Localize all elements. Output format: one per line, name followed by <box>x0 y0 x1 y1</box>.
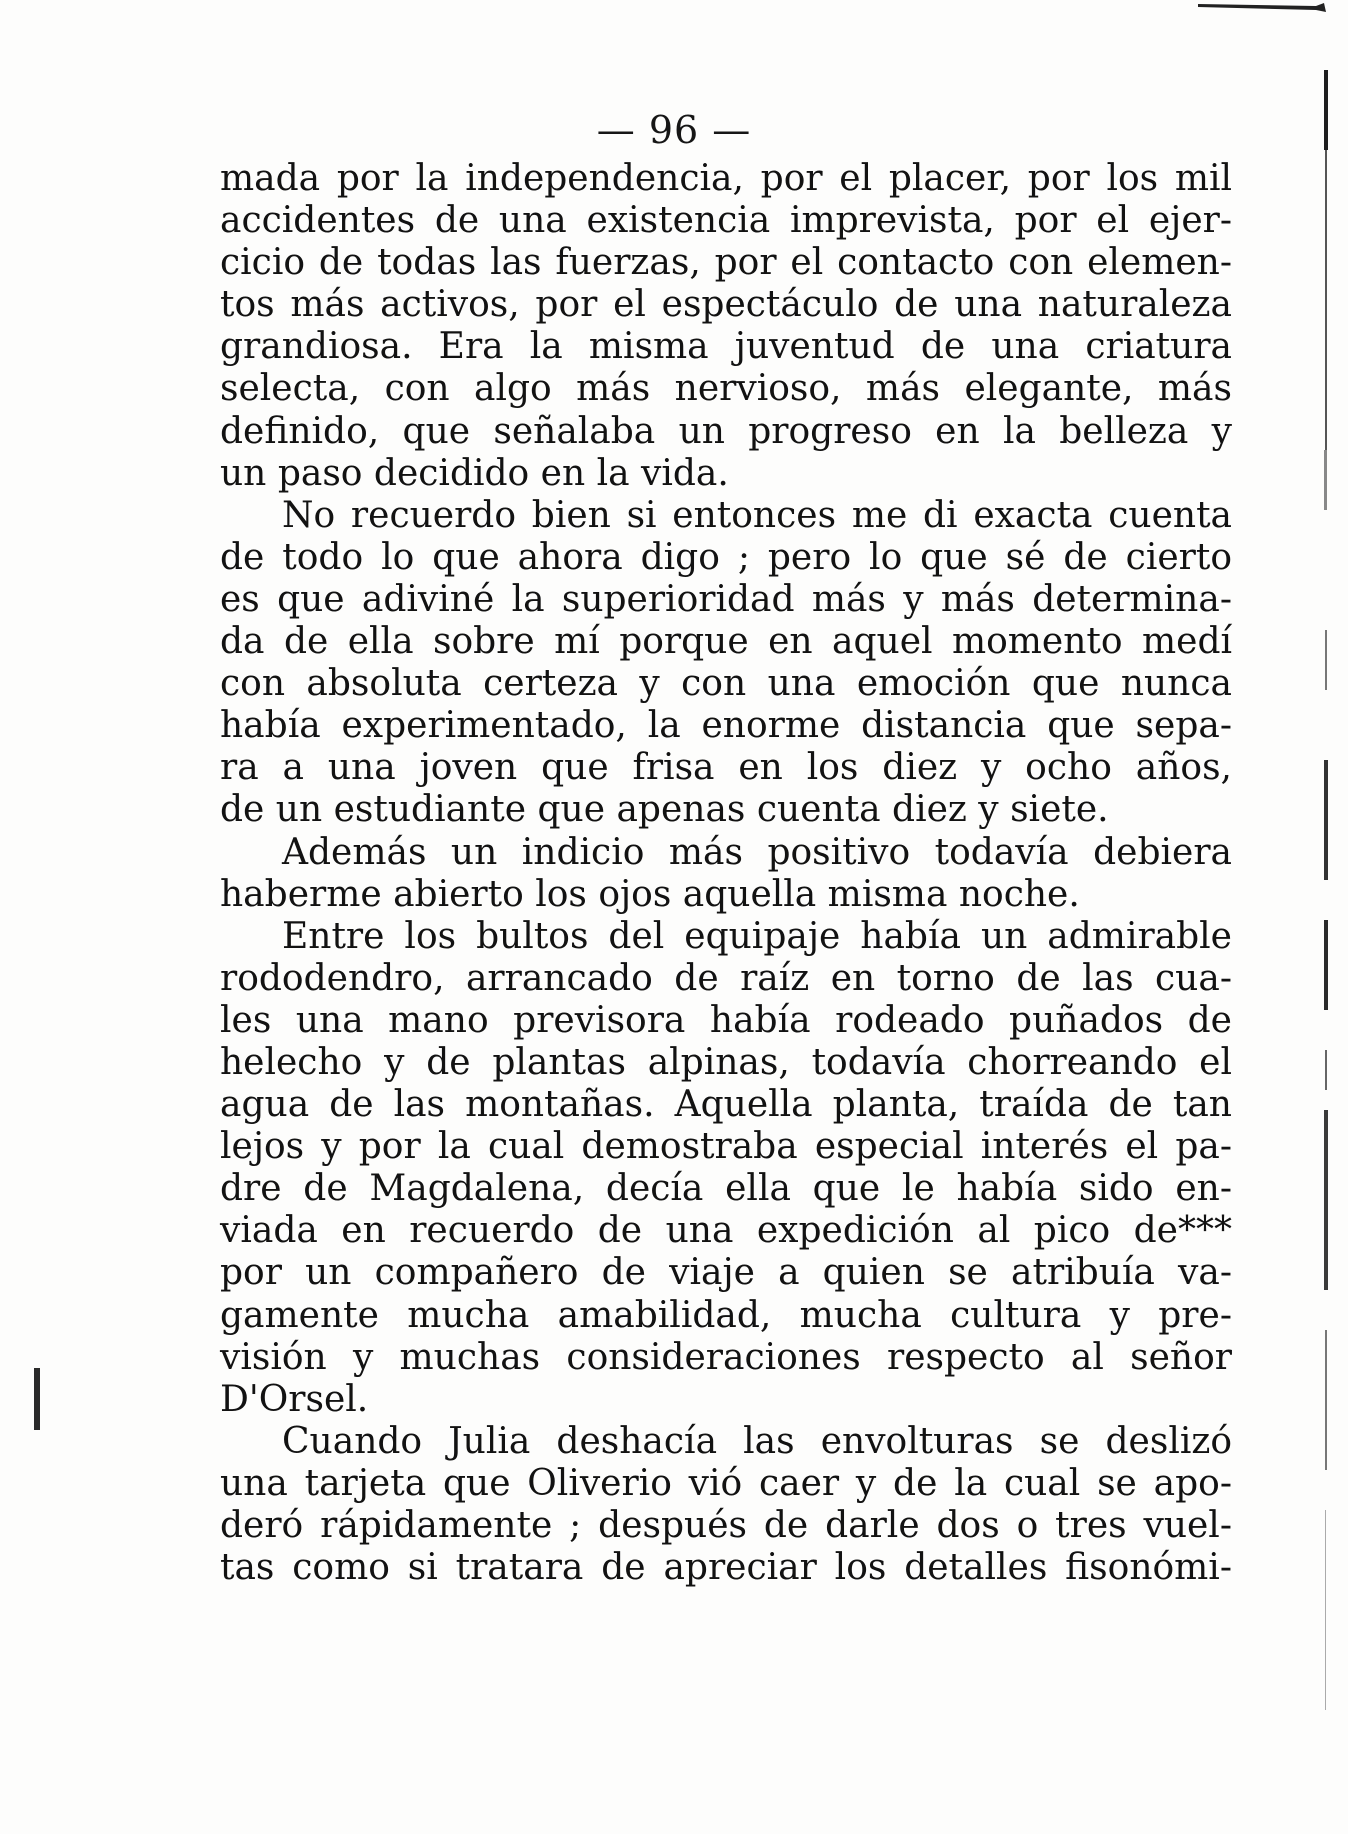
text-line: de un estudiante que apenas cuenta diez y siete. <box>220 789 1109 831</box>
text-line: selecta, con algo más nervioso, más elegante, más <box>220 368 1232 410</box>
text-line: tos más activos, por el espectáculo de una naturaleza <box>220 284 1232 326</box>
text-line: gamente mucha amabilidad, mucha cultura y pre- <box>220 1294 1232 1336</box>
text-line: les una mano previsora había rodeado puñados de <box>220 999 1232 1041</box>
scan-corner-mark <box>1198 0 1328 14</box>
text-line: agua de las montañas. Aquella planta, traída de tan <box>220 1084 1232 1126</box>
text-line: es que adiviné la superioridad más y más determina- <box>220 578 1232 620</box>
text-line: grandiosa. Era la misma juventud de una criatura <box>220 326 1232 368</box>
text-line: lejos y por la cual demostraba especial interés el pa- <box>220 1126 1232 1168</box>
text-line: Cuando Julia deshacía las envolturas se deslizó <box>282 1420 1232 1462</box>
text-line: por un compañero de viaje a quien se atribuía va- <box>220 1252 1232 1294</box>
text-line: helecho y de plantas alpinas, todavía chorreando el <box>220 1041 1232 1083</box>
text-line: había experimentado, la enorme distancia que sepa- <box>220 705 1232 747</box>
text-line: rododendro, arrancado de raíz en torno de las cua- <box>220 957 1232 999</box>
text-line: Además un indicio más positivo todavía debiera <box>282 831 1232 873</box>
text-line: da de ella sobre mí porque en aquel momento medí <box>220 621 1232 663</box>
text-line: definido, que señalaba un progreso en la belleza y <box>220 410 1232 452</box>
text-line: haberme abierto los ojos aquella misma noche. <box>220 873 1080 915</box>
text-line: de todo lo que ahora digo ; pero lo que sé de cierto <box>220 536 1232 578</box>
text-line: tas como si tratara de apreciar los detalles fisonómi- <box>220 1547 1232 1589</box>
page-number: — 96 — <box>596 108 752 152</box>
scan-left-mark <box>34 1368 40 1430</box>
text-line: dre de Magdalena, decía ella que le había sido en- <box>220 1168 1232 1210</box>
text-line: accidentes de una existencia imprevista, por el ejer- <box>220 200 1232 242</box>
text-line: deró rápidamente ; después de darle dos o tres vuel- <box>220 1505 1232 1546</box>
scan-edge-artifact <box>1322 70 1330 1790</box>
text-line: un paso decidido en la vida. <box>220 452 729 494</box>
text-line: una tarjeta que Oliverio vió caer y de la cual se apo- <box>220 1462 1232 1504</box>
text-line: D'Orsel. <box>220 1378 369 1420</box>
text-line: Entre los bultos del equipaje había un admirable <box>282 915 1232 957</box>
text-line: No recuerdo bien si entonces me di exacta cuenta <box>282 494 1232 536</box>
text-line: con absoluta certeza y con una emoción que nunca <box>220 663 1232 705</box>
text-line: cicio de todas las fuerzas, por el contacto con elemen- <box>220 242 1232 284</box>
text-line: visión y muchas consideraciones respecto al señor <box>220 1336 1232 1378</box>
text-line: ra a una joven que frisa en los diez y ocho años, <box>220 747 1232 789</box>
page-body-text <box>220 158 1232 1589</box>
text-line: mada por la independencia, por el placer, por los mil <box>220 158 1232 199</box>
text-line: viada en recuerdo de una expedición al pico de*** <box>220 1210 1232 1252</box>
